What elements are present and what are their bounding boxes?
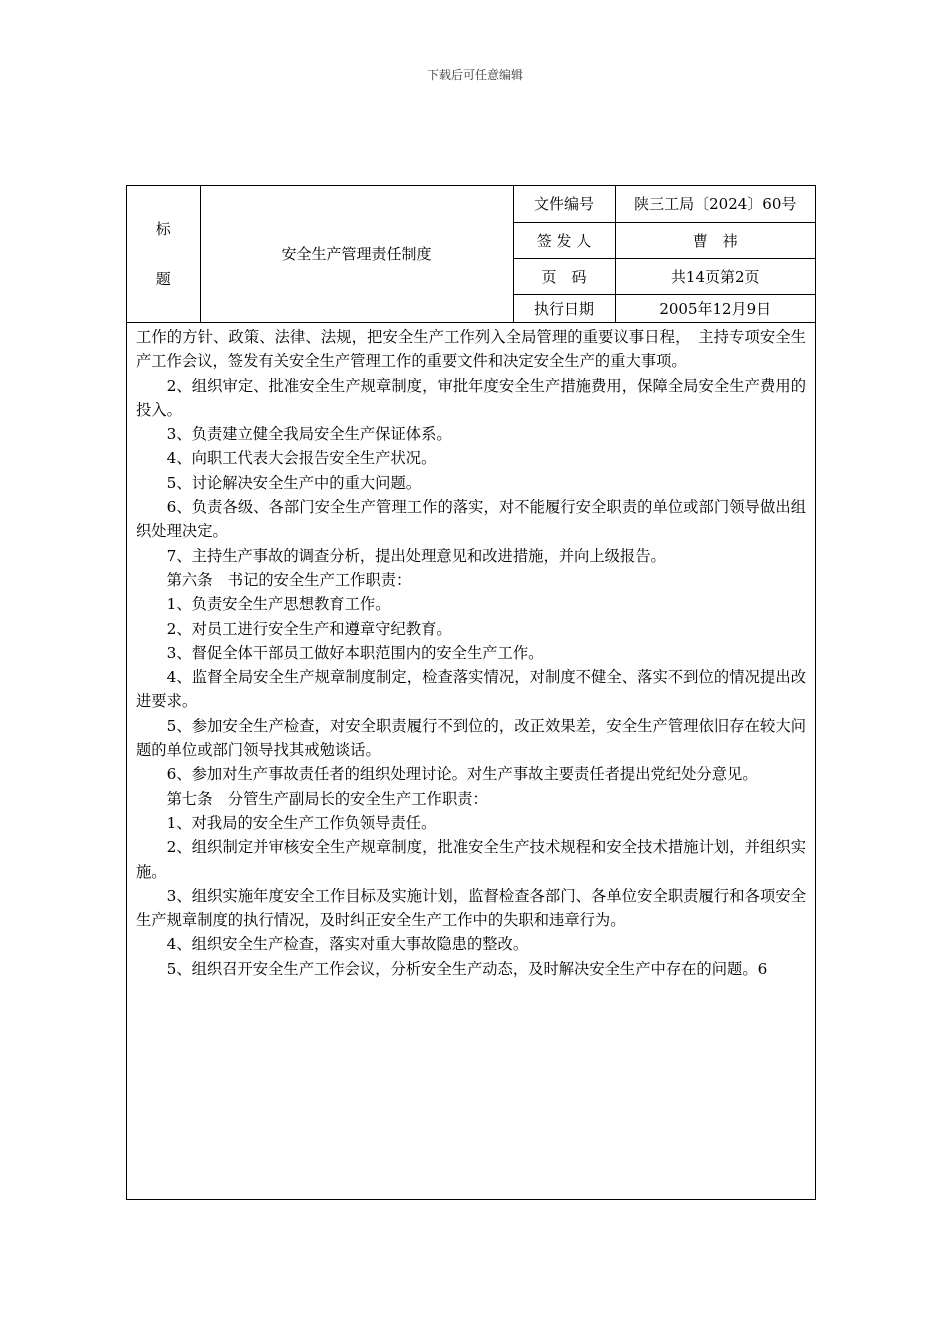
watermark-text: 下载后可任意编辑 [426,68,523,82]
body-paragraph: 3、组织实施年度安全工作目标及实施计划，监督检查各部门、各单位安全职责履行和各项安全生产规章制度的执行情况，及时纠正安全生产工作中的失职和违章行为。 [136,886,806,930]
body-paragraph: 5、讨论解决安全生产中的重大问题。 [166,473,422,492]
title-label-cell [127,186,200,322]
effective-date-label: 执行日期 [513,294,615,322]
body-paragraph: 2、组织审定、批准安全生产规章制度，审批年度安全生产措施费用，保障全局安全生产费用的投入。 [136,376,806,419]
page-number-value: 共14页第2页 [615,258,815,294]
body-paragraph: 1、负责安全生产思想教育工作。 [166,595,391,614]
body-paragraph: 6、参加对生产事故责任者的组织处理讨论。对生产事故主要责任者提出党纪处分意见。 [166,765,758,784]
body-paragraph: 2、对员工进行安全生产和遵章守纪教育。 [166,619,452,638]
issuer-value: 曹 祎 [615,222,815,258]
body-paragraph: 6、负责各级、各部门安全生产管理工作的落实，对不能履行安全职责的单位或部门领导做出组织处理决定。 [136,498,806,541]
body-paragraph: 4、组织安全生产检查，落实对重大事故隐患的整改。 [166,935,529,954]
effective-date-value: 2005年12月9日 [615,294,815,322]
header-table [127,186,815,323]
issuer-label: 签 发 人 [513,222,615,258]
file-number-value: 陕三工局〔2024〕60号 [615,186,815,222]
body-paragraph: 4、向职工代表大会报告安全生产状况。 [166,449,437,468]
page-number-label: 页 码 [513,258,615,294]
file-number-label: 文件编号 [513,186,615,222]
body-paragraph: 4、监督全局安全生产规章制度制定，检查落实情况，对制度不健全、落实不到位的情况提出改进要求。 [136,668,806,711]
body-paragraph: 2、组织制定并审核安全生产规章制度，批准安全生产技术规程和安全技术措施计划，并组织实施。 [136,838,806,881]
body-paragraph: 5、参加安全生产检查，对安全职责履行不到位的，改正效果差，安全生产管理依旧存在较大问题的单位或部门领导找其戒勉谈话。 [136,716,806,760]
body-paragraph: 第六条 书记的安全生产工作职责： [166,570,412,589]
title-label-char: 题 [155,269,171,288]
title-label-char: 标 [155,219,171,238]
body-paragraph: 3、督促全体干部员工做好本职范围内的安全生产工作。 [166,643,544,662]
document-title: 安全生产管理责任制度 [200,186,513,322]
body-paragraph: 工作的方针、政策、法律、法规，把安全生产工作列入全局管理的重要议事日程， 主持专项安全生产工作会议，签发有关安全生产管理工作的重要文件和决定安全生产的重大事项。 [136,328,806,371]
body-paragraph: 7、主持生产事故的调查分析，提出处理意见和改进措施，并向上级报告。 [166,546,666,565]
body-paragraph: 1、对我局的安全生产工作负领导责任。 [166,813,437,832]
body-text [136,325,806,981]
body-paragraph: 第七条 分管生产副局长的安全生产工作职责： [166,789,488,808]
body-paragraph: 5、组织召开安全生产工作会议，分析安全生产动态，及时解决安全生产中存在的问题。6 [166,959,768,978]
body-paragraph: 3、负责建立健全我局安全生产保证体系。 [166,425,452,444]
document-frame [126,185,816,1200]
